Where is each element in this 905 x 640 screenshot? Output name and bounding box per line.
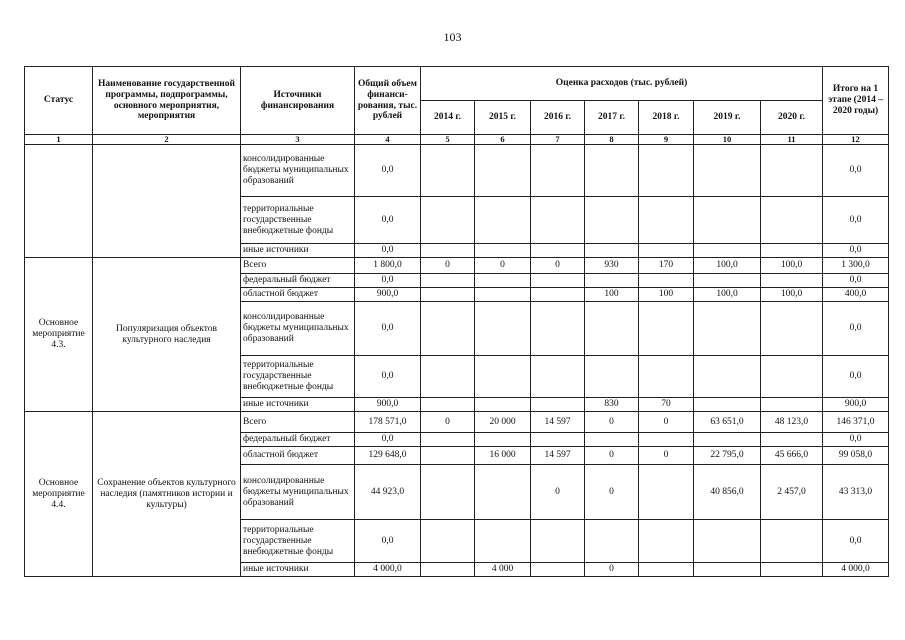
row-year-value [421,145,475,197]
row-year-value [475,520,531,563]
table-row [25,412,889,433]
row-year-value [585,274,639,288]
row-year-value: 0 [585,412,639,433]
row-year-value: 0 [585,447,639,465]
header-status: Статус [25,67,93,135]
row-year-value [421,398,475,412]
row-total: 900,0 [355,288,421,302]
row-total: 0,0 [355,197,421,244]
row-source: областной бюджет [241,447,355,465]
row-year-value [421,274,475,288]
row-year-value: 20 000 [475,412,531,433]
row-year-value [585,433,639,447]
row-itogo: 43 313,0 [823,465,889,520]
row-itogo: 0,0 [823,274,889,288]
row-year-value: 14 597 [531,447,585,465]
row-total: 44 923,0 [355,465,421,520]
row-total: 900,0 [355,398,421,412]
header-total-volume: Общий объем финанси-рования, тыс. рублей [355,67,421,135]
row-itogo: 900,0 [823,398,889,412]
column-number: 2 [93,135,241,145]
row-total: 4 000,0 [355,563,421,577]
row-source: консолидированные бюджеты муниципальных образований [241,302,355,356]
column-number: 9 [639,135,694,145]
table-row [25,145,889,197]
row-year-value: 16 000 [475,447,531,465]
row-itogo: 1 300,0 [823,258,889,274]
column-number: 8 [585,135,639,145]
row-year-value [475,197,531,244]
row-year-value [421,197,475,244]
row-year-value [694,563,761,577]
column-number: 1 [25,135,93,145]
row-year-value: 0 [585,563,639,577]
row-source: Всего [241,412,355,433]
row-year-value [585,244,639,258]
row-year-value [639,563,694,577]
row-year-value [421,433,475,447]
row-itogo: 0,0 [823,145,889,197]
row-total: 1 800,0 [355,258,421,274]
table-row [25,258,889,274]
row-source: территориальные государственные внебюджетные фонды [241,356,355,398]
column-number: 12 [823,135,889,145]
row-total: 0,0 [355,302,421,356]
column-number: 3 [241,135,355,145]
row-year-value [639,433,694,447]
row-year-value [694,274,761,288]
header-year: 2014 г. [421,101,475,135]
row-itogo: 0,0 [823,302,889,356]
row-year-value [639,244,694,258]
row-itogo: 0,0 [823,197,889,244]
row-source: территориальные государственные внебюджетные фонды [241,520,355,563]
row-year-value [531,433,585,447]
row-year-value [585,145,639,197]
row-year-value [531,197,585,244]
header-sources: Источники финансирования [241,67,355,135]
row-year-value: 70 [639,398,694,412]
row-year-value [694,356,761,398]
row-year-value [475,433,531,447]
row-year-value [639,302,694,356]
row-activity-name: Популяризация объектов культурного наследия [93,258,241,412]
row-year-value [761,302,823,356]
header-year: 2020 г. [761,101,823,135]
header-estimate: Оценка расходов (тыс. рублей) [421,67,823,101]
row-total: 0,0 [355,433,421,447]
row-year-value [694,145,761,197]
row-source: федеральный бюджет [241,433,355,447]
row-year-value [475,398,531,412]
row-year-value: 2 457,0 [761,465,823,520]
row-year-value [761,197,823,244]
row-year-value [531,398,585,412]
row-year-value [639,197,694,244]
row-year-value [639,465,694,520]
row-status: Основное мероприятие 4.4. [25,412,93,577]
row-year-value [421,244,475,258]
budget-table [24,66,889,577]
row-source: территориальные государственные внебюджетные фонды [241,197,355,244]
row-year-value [694,433,761,447]
row-year-value [475,465,531,520]
row-year-value [694,398,761,412]
row-year-value: 0 [531,258,585,274]
row-source: Всего [241,258,355,274]
row-year-value [761,145,823,197]
row-source: консолидированные бюджеты муниципальных образований [241,465,355,520]
row-total: 0,0 [355,356,421,398]
row-year-value [761,398,823,412]
column-number: 5 [421,135,475,145]
row-year-value [694,302,761,356]
row-year-value: 63 651,0 [694,412,761,433]
row-year-value: 0 [585,465,639,520]
row-year-value [531,302,585,356]
row-itogo: 0,0 [823,520,889,563]
row-year-value: 100 [585,288,639,302]
row-year-value [531,520,585,563]
row-activity-name [93,145,241,258]
row-year-value [421,563,475,577]
row-year-value [475,356,531,398]
row-year-value: 0 [421,412,475,433]
row-year-value [585,356,639,398]
row-year-value: 0 [421,258,475,274]
header-itogo: Итого на 1 этапе (2014 – 2020 годы) [823,67,889,135]
row-source: федеральный бюджет [241,274,355,288]
row-itogo: 0,0 [823,356,889,398]
row-year-value [475,288,531,302]
row-year-value: 14 597 [531,412,585,433]
row-year-value: 100 [639,288,694,302]
page-number: 103 [443,30,462,44]
row-itogo: 400,0 [823,288,889,302]
row-year-value [531,563,585,577]
row-itogo: 146 371,0 [823,412,889,433]
row-year-value: 100,0 [694,288,761,302]
row-status [25,145,93,258]
header-year: 2018 г. [639,101,694,135]
row-status: Основное мероприятие 4.3. [25,258,93,412]
header-year: 2015 г. [475,101,531,135]
row-total: 0,0 [355,274,421,288]
column-number: 10 [694,135,761,145]
column-number: 7 [531,135,585,145]
row-year-value [639,145,694,197]
row-year-value [475,244,531,258]
row-year-value: 4 000 [475,563,531,577]
row-source: иные источники [241,563,355,577]
row-year-value: 0 [639,447,694,465]
row-year-value [585,520,639,563]
row-year-value [761,563,823,577]
header-name: Наименование государственной программы, подпрограммы, основного мероприятия, мероприятия [93,67,241,135]
row-year-value [531,274,585,288]
row-year-value [639,274,694,288]
row-total: 178 571,0 [355,412,421,433]
row-activity-name: Сохранение объектов культурного наследия (памятников истории и культуры) [93,412,241,577]
column-number: 11 [761,135,823,145]
row-source: иные источники [241,398,355,412]
row-year-value: 100,0 [694,258,761,274]
row-year-value [761,274,823,288]
row-year-value: 40 856,0 [694,465,761,520]
row-year-value [694,197,761,244]
row-year-value [475,302,531,356]
row-year-value: 22 795,0 [694,447,761,465]
row-year-value [761,520,823,563]
row-year-value [694,244,761,258]
row-year-value: 100,0 [761,288,823,302]
row-source: консолидированные бюджеты муниципальных образований [241,145,355,197]
row-itogo: 99 058,0 [823,447,889,465]
row-itogo: 0,0 [823,433,889,447]
row-year-value [421,520,475,563]
column-number: 4 [355,135,421,145]
row-year-value [585,197,639,244]
row-year-value [531,288,585,302]
row-year-value: 0 [639,412,694,433]
row-year-value [531,145,585,197]
row-year-value: 170 [639,258,694,274]
row-total: 129 648,0 [355,447,421,465]
row-year-value: 930 [585,258,639,274]
row-itogo: 4 000,0 [823,563,889,577]
row-year-value: 0 [475,258,531,274]
row-year-value [421,288,475,302]
row-year-value [761,356,823,398]
row-total: 0,0 [355,244,421,258]
header-year: 2017 г. [585,101,639,135]
header-year: 2016 г. [531,101,585,135]
row-year-value [531,356,585,398]
row-year-value [531,244,585,258]
row-year-value [585,302,639,356]
row-year-value: 48 123,0 [761,412,823,433]
row-year-value: 45 666,0 [761,447,823,465]
row-year-value [475,145,531,197]
row-year-value [421,447,475,465]
row-itogo: 0,0 [823,244,889,258]
column-number: 6 [475,135,531,145]
row-year-value [421,302,475,356]
row-source: областной бюджет [241,288,355,302]
row-year-value [639,520,694,563]
row-total: 0,0 [355,145,421,197]
row-year-value: 0 [531,465,585,520]
row-source: иные источники [241,244,355,258]
row-total: 0,0 [355,520,421,563]
row-year-value [421,356,475,398]
row-year-value [761,433,823,447]
row-year-value [694,520,761,563]
row-year-value [475,274,531,288]
row-year-value: 100,0 [761,258,823,274]
header-year: 2019 г. [694,101,761,135]
row-year-value [639,356,694,398]
table-body [25,145,889,577]
row-year-value [421,465,475,520]
row-year-value [761,244,823,258]
row-year-value: 830 [585,398,639,412]
